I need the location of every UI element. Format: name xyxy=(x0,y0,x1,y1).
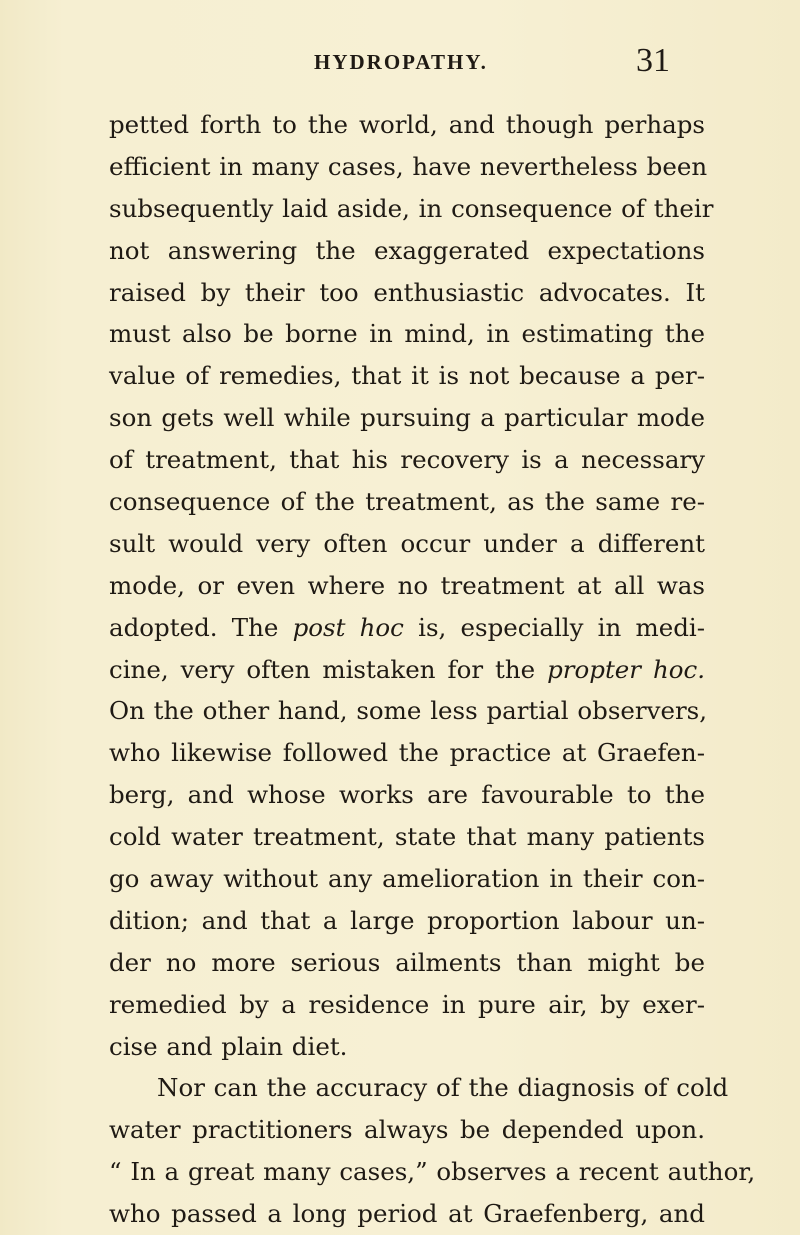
text-line: der no more serious ailments than might be xyxy=(109,947,705,977)
running-title: HYDROPATHY. xyxy=(314,50,488,74)
text-line: must also be borne in mind, in estimating the xyxy=(109,319,705,349)
text-line: sult would very often occur under a different xyxy=(109,528,705,558)
text-line: mode, or even where no treatment at all was xyxy=(109,570,705,600)
text-line: dition; and that a large proportion labour un- xyxy=(109,905,705,935)
text-line: of treatment, that his recovery is a necessary xyxy=(109,445,705,475)
text-line-with-italic xyxy=(109,649,705,691)
text-line: not answering the exaggerated expectations xyxy=(109,235,705,265)
text-line: value of remedies, that it is not because a per- xyxy=(109,361,705,391)
text-line: consequence of the treatment, as the same re- xyxy=(109,487,705,517)
text-line: go away without any amelioration in their con- xyxy=(109,864,705,894)
text-line: subsequently laid aside, in consequence of their xyxy=(109,193,714,223)
italic-phrase-propter-hoc: propter hoc. xyxy=(547,654,705,684)
text-line: who passed a long period at Graefenberg, and xyxy=(109,1199,705,1229)
text-line-with-italic xyxy=(109,607,705,649)
text-segment: adopted. The xyxy=(109,612,279,642)
text-line: efficient in many cases, have nevertheless been xyxy=(109,151,708,181)
running-header xyxy=(0,42,800,79)
text-line: son gets well while pursuing a particular mode xyxy=(109,403,705,433)
text-line: berg, and whose works are favourable to the xyxy=(109,780,705,810)
page-number: 31 xyxy=(636,42,670,79)
italic-phrase-post-hoc: post hoc xyxy=(292,612,404,642)
text-line: water practitioners always be depended upon. xyxy=(109,1115,705,1145)
text-line: remedied by a residence in pure air, by exer- xyxy=(109,989,705,1019)
text-line-paragraph-end: cise and plain diet. xyxy=(109,1031,348,1061)
text-line: petted forth to the world, and though perhaps xyxy=(109,110,705,139)
text-line: who likewise followed the practice at Graefen- xyxy=(109,738,705,768)
text-line: On the other hand, some less partial observers, xyxy=(109,696,708,726)
text-segment: cine, very often mistaken for the xyxy=(109,654,536,684)
body-text xyxy=(109,104,756,1235)
text-line-paragraph-start: Nor can the accuracy of the diagnosis of cold xyxy=(157,1073,729,1103)
text-line: cold water treatment, state that many patients xyxy=(109,822,705,852)
text-line: raised by their too enthusiastic advocates. It xyxy=(109,277,705,307)
text-segment: is, especially in medi- xyxy=(418,612,706,642)
text-line: “ In a great many cases,” observes a recent author, xyxy=(109,1157,756,1187)
